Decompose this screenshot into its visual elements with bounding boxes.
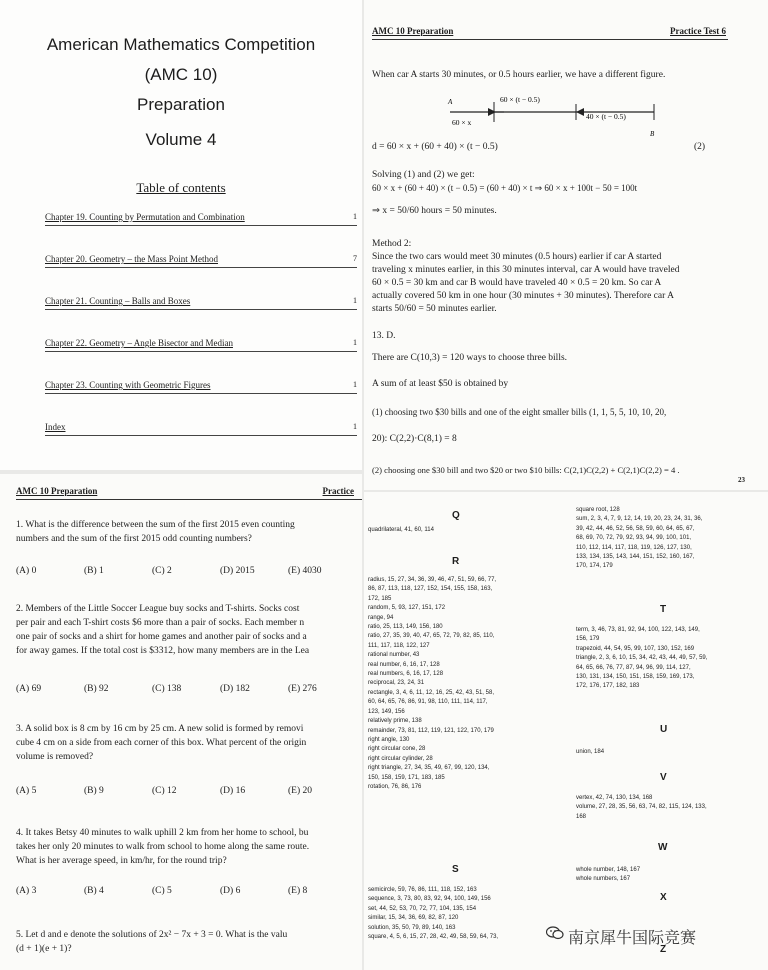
index-entry: 86, 87, 113, 118, 127, 152, 154, 155, 158, 163, [368,586,493,593]
cover-volume: Volume 4 [145,130,217,149]
index-section-u [576,748,766,757]
choice-b: (B) 4 [84,886,104,896]
index-entry: real numbers, 6, 16, 17, 128 [368,671,444,678]
index-entry: similar, 15, 34, 36, 69, 82, 87, 120 [368,915,459,922]
choice-a: (A) 3 [16,886,37,896]
index-entry: right triangle, 27, 34, 35, 49, 67, 99, 120, 134, [368,765,490,772]
index-entry: rotation, 76, 86, 176 [368,783,422,790]
question-4 [16,826,358,868]
index-entry: ratio, 27, 35, 39, 40, 47, 65, 72, 79, 82, 85, 110, [368,633,495,640]
index-section-q [368,526,558,535]
solution-line: 60 × 0.5 = 30 km and car B would have traveled 40 × 0.5 = 20 km. So car A [372,278,662,288]
choice-d: (D) 16 [220,786,246,796]
question-line: 4. It takes Betsy 40 minutes to walk uphill 2 km from her home to school, bu [16,828,309,838]
toc-entry-label: Index [45,422,66,432]
index-entry: quadrilateral, 41, 60, 114 [368,527,434,533]
arrow-b-head [576,108,584,116]
index-entry: triangle, 2, 3, 6, 10, 15, 34, 42, 43, 44, 49, 57, 59, [576,655,708,662]
solution-line: Since the two cars would meet 30 minutes (0.5 hours) earlier if car A started [372,252,662,262]
index-entry: 68, 69, 70, 72, 79, 92, 93, 94, 99, 100, 101, [576,535,692,542]
diagram-right-label: 40 × (t − 0.5) [586,112,626,121]
solution-line: There are C(10,3) = 120 ways to choose three bills. [372,353,568,363]
index-entry: 110, 112, 114, 117, 118, 119, 126, 127, 130, [576,544,692,551]
cover-title-line-2: (AMC 10) [144,65,218,84]
index-letter-x: X [660,892,667,903]
cover-title [0,30,362,120]
choice-e: (E) 4030 [288,566,322,576]
index-entry: solution, 35, 50, 79, 89, 140, 163 [368,924,456,931]
index-section-t [576,626,766,692]
header-rule [372,39,728,40]
index-letter-q: Q [452,510,460,521]
index-entry: 130, 131, 134, 150, 151, 158, 159, 169, 173, [576,674,695,681]
choice-c: (C) 5 [152,886,172,896]
index-section-w [576,866,766,885]
choice-e: (E) 276 [288,684,317,694]
index-entry: 133, 134, 135, 143, 144, 151, 152, 160, 167, [576,554,695,561]
solution-line: Method 2: [372,239,412,249]
question-3 [16,722,358,764]
index-entry: sequence, 3, 73, 80, 83, 92, 94, 100, 149, 156 [368,896,491,903]
index-entry: 39, 42, 44, 46, 52, 56, 58, 59, 60, 64, 65, 67, [576,525,695,532]
question-line: one pair of socks and a shirt for home games and another pair of socks and a [16,632,307,642]
index-entry: 172, 176, 177, 182, 183 [576,683,640,690]
choice-a: (A) 69 [16,684,42,694]
index-letter-w: W [658,842,668,853]
index-entry: rectangle, 3, 4, 6, 11, 12, 16, 25, 42, 43, 51, 58, [368,689,494,696]
choice-d: (D) 2015 [220,566,255,576]
diagram-label-b: B [650,130,655,138]
index-entry: union, 184 [576,749,605,755]
toc-entry[interactable] [45,422,357,436]
toc-entry-label: Chapter 23. Counting with Geometric Figures [45,380,211,390]
question-line: 1. What is the difference between the sum of the first 2015 even counting [16,520,295,530]
question-5 [16,928,358,956]
solution-line: A sum of at least $50 is obtained by [372,379,509,389]
index-entry: 123, 149, 156 [368,708,405,715]
toc-entry[interactable] [45,212,357,226]
choice-b: (B) 1 [84,566,104,576]
index-entry: set, 44, 52, 53, 70, 72, 77, 104, 135, 154 [368,905,477,912]
solution-line: ⇒ x = 50/60 hours = 50 minutes. [372,206,497,216]
question-line: numbers and the sum of the first 2015 odd counting numbers? [16,534,252,544]
index-entry: radius, 15, 27, 34, 36, 39, 46, 47, 51, 59, 66, 77, [368,577,497,583]
index-entry: remainder, 73, 81, 112, 119, 121, 122, 170, 179 [368,727,494,734]
question-1 [16,518,358,546]
index-section-v [576,794,766,822]
index-section-s [368,886,563,942]
diagram-top-label: 60 × (t − 0.5) [500,95,540,104]
index-entry: whole numbers, 167 [576,876,631,883]
question-line: takes her only 20 minutes to walk from school to home along the same route. [16,842,310,852]
index-letter-t: T [660,604,667,615]
answer-choices [16,786,356,796]
page-corner-mark: 23 [738,476,745,484]
toc-entry-label: Chapter 20. Geometry – the Mass Point Method [45,254,218,264]
index-entry: square, 4, 5, 6, 15, 27, 28, 42, 49, 58, 59, 64, 73, [368,934,499,941]
index-entry: reciprocal, 23, 24, 31 [368,680,425,687]
solution-line: 13. D. [372,331,396,341]
index-entry: vertex, 42, 74, 130, 134, 168 [576,795,653,801]
choice-c: (C) 2 [152,566,172,576]
index-page [364,492,768,970]
index-section-sum [576,506,766,572]
choice-c: (C) 12 [152,786,177,796]
choice-e: (E) 8 [288,886,308,896]
toc-entry[interactable] [45,296,357,310]
solution-line: 60 × x + (60 + 40) × (t − 0.5) = (60 + 40) × t ⇒ 60 × x + 100t − 50 = 100t [372,183,638,193]
index-entry: right angle, 130 [368,736,410,743]
cover-title-line-3: Preparation [137,95,225,114]
answer-choices [16,886,356,896]
solution-line: actually covered 50 km in one hour (30 minutes + 30 minutes). Therefore car A [372,291,674,301]
index-letter-v: V [660,772,667,783]
solution-line: starts 50/60 = 50 minutes earlier. [372,304,497,314]
toc-entry-page: 1 [353,296,357,305]
solution-header-left: AMC 10 Preparation [372,26,454,36]
toc-entry[interactable] [45,338,357,352]
arrow-a-head [488,108,496,116]
index-entry: whole number, 148, 167 [576,867,641,873]
toc-entry[interactable] [45,380,357,394]
question-2 [16,602,358,658]
toc-entry-label: Chapter 21. Counting – Balls and Boxes [45,296,191,306]
index-entry: random, 5, 93, 127, 151, 172 [368,605,446,612]
diagram-label-a: A [448,98,453,106]
toc-entry-page: 1 [353,212,357,221]
index-entry: semicircle, 59, 76, 86, 111, 118, 152, 163 [368,887,477,893]
index-entry: range, 94 [368,614,394,621]
solution-header-right: Practice Test 6 [670,26,726,36]
toc-entry-page: 1 [353,380,357,389]
solution-page [364,0,768,490]
question-line: 5. Let d and e denote the solutions of 2x² − 7x + 3 = 0. What is the valu [16,930,288,940]
solution-line: 20): C(2,2)·C(8,1) = 8 [372,434,457,444]
question-line: for away games. If the total cost is $3312, how many members are in the Lea [16,646,310,656]
header-rule [16,499,362,500]
answer-choices [16,566,356,576]
index-entry: trapezoid, 44, 54, 95, 99, 107, 130, 152, 169 [576,645,695,652]
index-entry: 156, 179 [576,636,600,643]
toc-entry-page: 1 [353,338,357,347]
practice-header-left: AMC 10 Preparation [16,486,98,496]
index-entry: 60, 64, 65, 76, 86, 91, 98, 110, 111, 114, 117, [368,699,488,706]
index-entry: rational number, 43 [368,652,420,659]
question-line: per pair and each T-shirt costs $6 more than a pair of socks. Each member n [16,618,305,628]
question-line: 3. A solid box is 8 cm by 16 cm by 25 cm. A new solid is formed by removi [16,724,304,734]
index-entry: volume, 27, 28, 35, 56, 63, 74, 82, 115, 124, 133, [576,804,707,811]
question-line: (d + 1)(e + 1)? [16,944,72,954]
choice-c: (C) 138 [152,684,182,694]
motion-diagram [444,92,664,140]
solution-line: traveling x minutes earlier, in this 30 minutes interval, car A would have traveled [372,265,680,275]
index-entry: 172, 185 [368,595,392,602]
chat-bubble-icon [546,926,564,940]
index-letter-z: Z [660,944,667,955]
solution-line: (1) choosing two $30 bills and one of the eight smaller bills (1, 1, 5, 5, 10, 10, 20, [372,407,667,417]
toc-entry-page: 7 [353,254,357,263]
index-entry: 168 [576,813,587,820]
toc-entry-label: Chapter 19. Counting by Permutation and Combination [45,212,245,222]
practice-page [0,474,362,970]
index-entry: ratio, 25, 113, 149, 156, 180 [368,624,443,631]
watermark-text: 南京犀牛国际竞赛 [568,928,697,947]
index-entry: right circular cone, 28 [368,746,426,753]
solution-line: d = 60 × x + (60 + 40) × (t − 0.5) [372,142,498,152]
choice-e: (E) 20 [288,786,313,796]
cover-page [0,0,362,470]
choice-d: (D) 182 [220,684,250,694]
index-letter-r: R [452,556,460,567]
choice-b: (B) 92 [84,684,109,694]
diagram-left-label: 60 × x [452,118,472,127]
index-entry: square root, 128 [576,507,620,513]
solution-line: When car A starts 30 minutes, or 0.5 hours earlier, we have a different figure. [372,70,666,80]
index-entry: 111, 117, 118, 122, 127 [368,642,430,649]
solution-line: (2) choosing one $30 bill and two $20 or two $10 bills: C(2,1)C(2,2) + C(2,1)C(2,2) = 4 . [372,465,680,475]
index-entry: relatively prime, 138 [368,718,422,725]
index-entry: 150, 158, 159, 171, 183, 185 [368,774,445,781]
toc-heading: Table of contents [136,180,226,195]
index-entry: sum, 2, 3, 4, 7, 9, 12, 14, 19, 20, 23, 24, 31, 36, [576,516,703,523]
choice-a: (A) 5 [16,786,37,796]
solution-line: Solving (1) and (2) we get: [372,170,475,180]
choice-a: (A) 0 [16,566,37,576]
question-line: 2. Members of the Little Soccer League buy socks and T-shirts. Socks cost [16,604,300,614]
practice-header-right: Practice [322,486,354,496]
index-entry: 64, 65, 66, 76, 77, 87, 94, 96, 99, 114, 127, [576,664,691,671]
index-entry: 170, 174, 179 [576,563,613,570]
index-letter-u: U [660,724,668,735]
index-entry: real number, 6, 16, 17, 128 [368,661,440,668]
choice-d: (D) 6 [220,886,241,896]
choice-b: (B) 9 [84,786,104,796]
answer-choices [16,684,356,694]
toc-entry[interactable] [45,254,357,268]
index-entry: right circular cylinder, 28 [368,755,433,762]
toc-entry-page: 1 [353,422,357,431]
question-line: What is her average speed, in km/hr, for the round trip? [16,856,227,866]
toc-entry-label: Chapter 22. Geometry – Angle Bisector and Median [45,338,233,348]
index-entry: term, 3, 46, 73, 81, 92, 94, 100, 122, 143, 149, [576,627,700,633]
question-line: volume is removed? [16,752,94,762]
index-section-r [368,576,563,792]
question-line: cube 4 cm on a side from each corner of this box. What percent of the origin [16,738,307,748]
equation-number: (2) [694,142,706,152]
index-letter-s: S [452,864,459,875]
cover-title-line-1: American Mathematics Competition [46,35,316,54]
